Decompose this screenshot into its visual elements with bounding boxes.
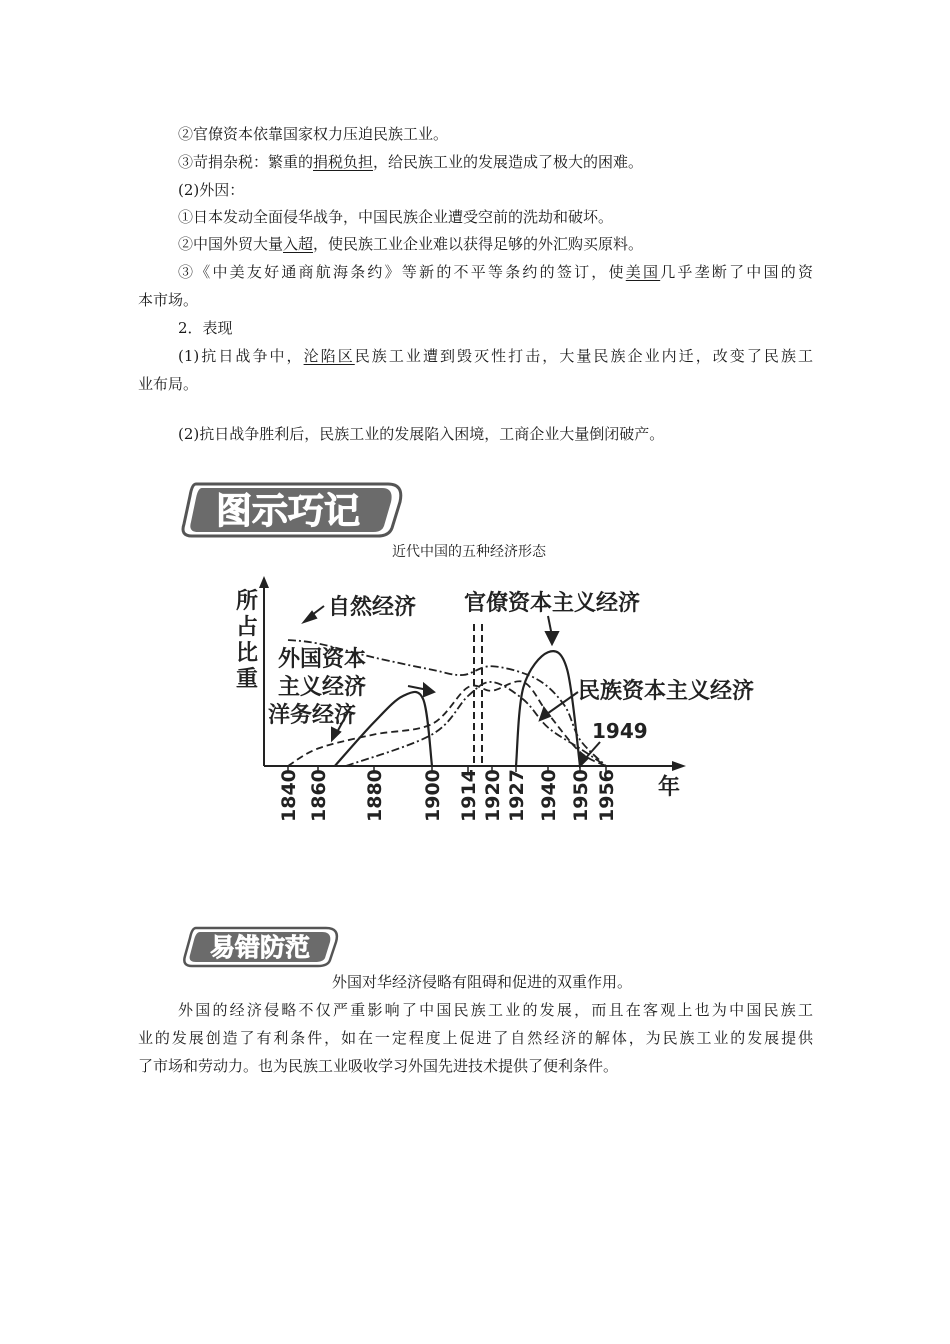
annotation-1949: 1949 — [592, 719, 648, 743]
y-axis-label — [236, 588, 258, 692]
text-segment: ②中国外贸大量 — [178, 235, 284, 253]
series-line-3 — [516, 651, 580, 766]
text-line: ②官僚资本依靠国家权力压迫民族工业。 — [178, 125, 449, 143]
text-line: 2．表现 — [178, 319, 233, 337]
y-axis-label-char: 所 — [236, 589, 259, 614]
text-segment: ③《中美友好通商航海条约》等新的不平等条约的签订，使 — [178, 263, 626, 281]
text-line: (2)外因： — [178, 181, 245, 199]
x-tick-label: 1940 — [538, 769, 560, 822]
text-segment: (1)抗日战争中， — [178, 347, 304, 365]
underlined-term: 入超 — [283, 235, 314, 253]
x-tick-label: 1920 — [482, 769, 504, 822]
banner-label: 图示巧记 — [215, 491, 361, 532]
x-tick-label: 1900 — [422, 769, 444, 822]
text-line: 业布局。 — [138, 375, 199, 393]
paragraph-line: 业的发展创造了有利条件，如在一定程度上促进了自然经济的解体，为民族工业的发展提供 — [138, 1029, 813, 1047]
series-label-waiguo — [278, 646, 366, 700]
text-line — [178, 346, 813, 366]
x-tick-label: 1927 — [506, 769, 528, 822]
series-label-ziran: 自然经济 — [328, 595, 417, 620]
paragraph-line: 外国的经济侵略不仅严重影响了中国民族工业的发展，而且在客观上也为中国民族工 — [178, 1001, 813, 1019]
text-line — [178, 262, 813, 282]
underlined-term: 捐税负担 — [313, 153, 374, 171]
text-segment: ③苛捐杂税：繁重的 — [178, 153, 314, 171]
series-label-guanliao: 官僚资本主义经济 — [464, 591, 641, 616]
series-line-4 — [346, 682, 606, 766]
x-tick-label: 1950 — [570, 769, 592, 822]
series-label-waiguo-line2: 主义经济 — [278, 675, 367, 700]
y-axis-label-char: 占 — [236, 615, 259, 640]
economic-forms-chart — [228, 574, 755, 828]
text-segment: ，使民族工业企业难以获得足够的外汇购买原料。 — [313, 235, 644, 253]
banner-label: 易错防范 — [209, 933, 311, 962]
x-tick-label: 1956 — [596, 769, 618, 822]
text-line: (2)抗日战争胜利后，民族工业的发展陷入困境，工商企业大量倒闭破产。 — [178, 425, 665, 443]
text-segment: 几乎垄断了中国的资 — [660, 263, 813, 281]
paragraph-line: 了市场和劳动力。也为民族工业吸收学习外国先进技术提供了便利条件。 — [138, 1057, 619, 1075]
chart-caption: 近代中国的五种经济形态 — [392, 544, 546, 560]
x-tick-label: 1914 — [458, 769, 480, 822]
series-label-yangwu: 洋务经济 — [268, 703, 357, 728]
x-tick-label: 1840 — [278, 769, 300, 822]
text-segment: ，给民族工业的发展造成了极大的困难。 — [373, 153, 644, 171]
text-segment: 民族工业遭到毁灭性打击，大量民族企业内迁，改变了民族工 — [354, 347, 813, 365]
text-line: ①日本发动全面侵华战争，中国民族企业遭受空前的洗劫和破坏。 — [178, 208, 614, 226]
text-line — [178, 234, 643, 254]
series-label-waiguo-line1: 外国资本 — [278, 647, 367, 672]
x-tick-label: 1860 — [308, 769, 330, 822]
underlined-term: 美国 — [625, 263, 661, 281]
y-axis-label-char: 比 — [236, 641, 259, 666]
series-label-minzu: 民族资本主义经济 — [578, 679, 755, 704]
x-axis-label: 年 — [658, 775, 681, 800]
section-banner-tushi — [178, 478, 408, 544]
x-tick-label: 1880 — [364, 769, 386, 822]
underlined-term: 沦陷区 — [303, 347, 355, 365]
text-line: 本市场。 — [138, 291, 199, 309]
tip-title: 外国对华经济侵略有阻碍和促进的双重作用。 — [332, 973, 633, 991]
y-axis-label-char: 重 — [236, 667, 259, 692]
text-line — [178, 152, 643, 172]
section-banner-yicuo — [182, 924, 342, 974]
